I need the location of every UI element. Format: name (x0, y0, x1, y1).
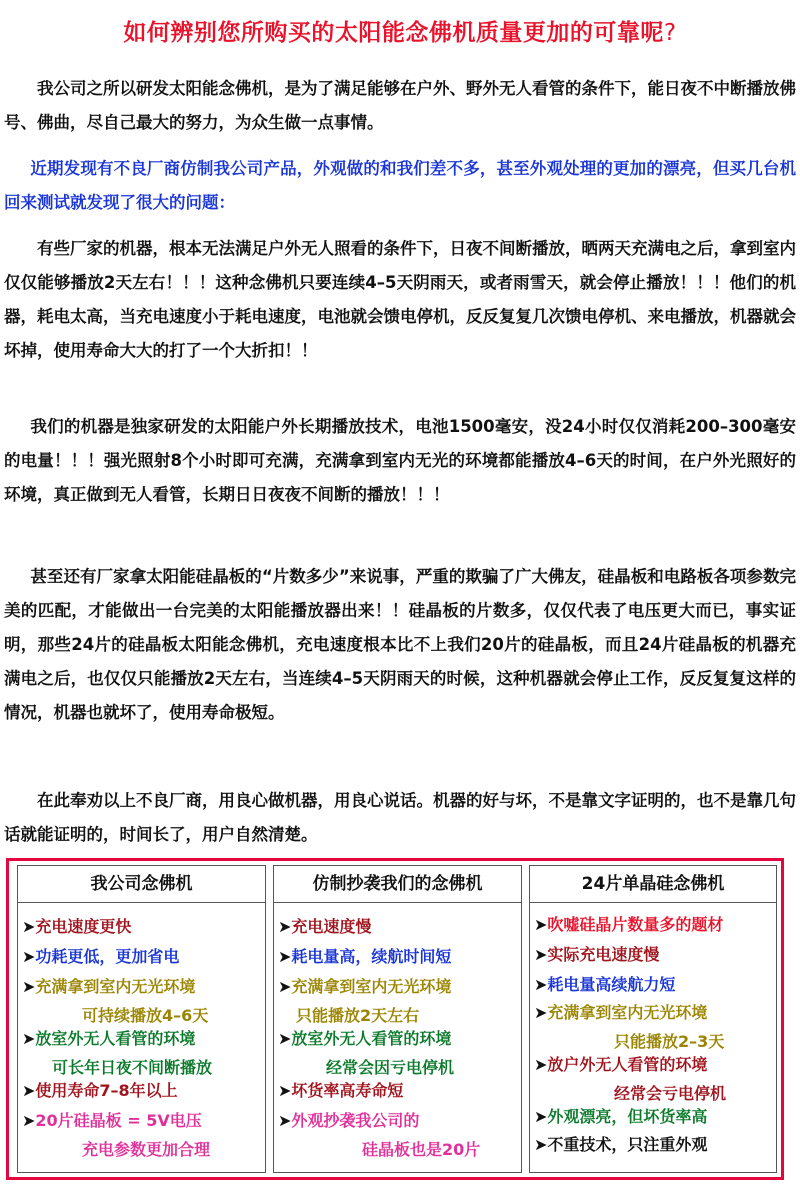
paragraph-advice: 在此奉劝以上不良厂商，用良心做机器，用良心说话。机器的好与坏，不是靠文字证明的，也不是靠几句话就能证明的，时间长了，用户自然清楚。 (4, 791, 796, 844)
title-question-mark: ? (663, 20, 677, 46)
comparison-item (530, 973, 679, 996)
comparison-item (18, 1027, 216, 1079)
comparison-item (530, 943, 663, 966)
comparison-item (530, 1001, 728, 1053)
item-text: 充满拿到室内无光环境 (35, 977, 196, 996)
arrow-bullet-icon: ➤ (278, 1081, 292, 1100)
comparison-item (18, 975, 212, 1027)
comparison-item (18, 945, 183, 968)
arrow-bullet-icon: ➤ (534, 1107, 548, 1126)
item-text: 实际充电速度慢 (547, 945, 660, 964)
arrow-bullet-icon: ➤ (22, 947, 36, 966)
arrow-bullet-icon: ➤ (278, 977, 292, 996)
item-text: 耗电量高续航力短 (547, 975, 676, 994)
item-text: 吹嘘硅晶片数量多的题材 (547, 915, 724, 934)
arrow-bullet-icon: ➤ (534, 1003, 548, 1022)
comparison-item (530, 1133, 711, 1156)
item-continuation: 经常会因亏电停机 (326, 1058, 455, 1077)
arrow-bullet-icon: ➤ (534, 915, 548, 934)
item-text: 放户外无人看管的环境 (547, 1055, 708, 1074)
item-text: 耗电量高，续航时间短 (291, 947, 452, 966)
comparison-column-ours (17, 865, 266, 1173)
item-continuation: 经常会亏电停机 (614, 1084, 727, 1103)
item-continuation: 可长年日夜不间断播放 (52, 1058, 213, 1077)
item-text: 充满拿到室内无光环境 (291, 977, 452, 996)
arrow-bullet-icon: ➤ (534, 975, 548, 994)
arrow-bullet-icon: ➤ (22, 1111, 36, 1130)
item-continuation: 可持续播放4–6天 (82, 1006, 209, 1025)
comparison-item (530, 1053, 730, 1105)
item-text: 充满拿到室内无光环境 (547, 1003, 708, 1022)
comparison-column-copycat (273, 865, 522, 1173)
arrow-bullet-icon: ➤ (278, 947, 292, 966)
item-text: 20片硅晶板 = 5V电压 (35, 1111, 202, 1130)
item-text: 使用寿命7–8年以上 (35, 1081, 178, 1100)
item-text: 外观漂亮，但坏货率高 (547, 1107, 708, 1126)
arrow-bullet-icon: ➤ (22, 917, 36, 936)
comparison-item (274, 945, 455, 968)
arrow-bullet-icon: ➤ (534, 945, 548, 964)
item-text: 外观抄袭我公司的 (291, 1111, 420, 1130)
item-continuation: 只能播放2–3天 (614, 1032, 725, 1051)
page-title (0, 14, 800, 47)
comparison-item (530, 913, 727, 936)
comparison-item (274, 1079, 407, 1102)
column-header: 仿制抄袭我们的念佛机 (274, 866, 521, 903)
item-text: 功耗更低，更加省电 (35, 947, 180, 966)
item-continuation: 硅晶板也是20片 (362, 1140, 481, 1159)
paragraph-our-machine: 我们的机器是独家研发的太阳能户外长期播放技术，电池1500毫安，没24小时仅仅消耗200–300毫安的电量！！！强光照射8个小时即可充满，充满拿到室内无光的环境都能播放4–6天的时间，在户外光照好的环境，真正做到无人看管，长期日日夜夜不间断的播放！！！ (4, 417, 796, 504)
comparison-column-24-panel (529, 865, 777, 1173)
column-header: 24片单晶硅念佛机 (530, 866, 776, 903)
arrow-bullet-icon: ➤ (534, 1135, 548, 1154)
item-continuation: 只能播放2天左右 (296, 1006, 420, 1025)
title-text: 如何辨别您所购买的太阳能念佛机质量更加的可靠呢 (123, 20, 664, 46)
paragraph-intro: 我公司之所以研发太阳能念佛机，是为了满足能够在户外、野外无人看管的条件下，能日夜不中断播放佛号、佛曲，尽自己最大的努力，为众生做一点事情。 (4, 79, 796, 132)
item-text: 不重技术，只注重外观 (547, 1135, 708, 1154)
item-text: 充电速度慢 (291, 917, 372, 936)
comparison-item (274, 1027, 458, 1079)
paragraph-panel-count: 甚至还有厂家拿太阳能硅晶板的“片数多少”来说事，严重的欺骗了广大佛友，硅晶板和电路板各项参数完美的匹配，才能做出一台完美的太阳能播放器出来！！硅晶板的片数多，仅仅代表了电压更大而已，事实证明，那些24片的硅晶板太阳能念佛机，充电速度根本比不上我们20片的硅晶板，而且24片硅晶板的机器充满电之后，也仅仅只能播放2天左右，当连续4–5天阴雨天的时候，这种机器就会停止工作，反反复复这样的情况，机器也就坏了，使用寿命极短。 (4, 567, 796, 722)
arrow-bullet-icon: ➤ (22, 1081, 36, 1100)
item-text: 坏货率高寿命短 (291, 1081, 404, 1100)
arrow-bullet-icon: ➤ (534, 1055, 548, 1074)
comparison-item (274, 915, 375, 938)
arrow-bullet-icon: ➤ (278, 1029, 292, 1048)
comparison-item (18, 915, 135, 938)
arrow-bullet-icon: ➤ (22, 1029, 36, 1048)
comparison-item (274, 1109, 484, 1161)
item-text: 充电速度更快 (35, 917, 132, 936)
paragraph-warning: 近期发现有不良厂商仿制我公司产品，外观做的和我们差不多，甚至外观处理的更加的漂亮，但买几台机回来测试就发现了很大的问题： (4, 159, 796, 212)
comparison-item (274, 975, 455, 1027)
comparison-item (530, 1105, 711, 1128)
item-continuation: 充电参数更加合理 (82, 1140, 211, 1159)
arrow-bullet-icon: ➤ (278, 917, 292, 936)
arrow-bullet-icon: ➤ (278, 1111, 292, 1130)
item-text: 放室外无人看管的环境 (35, 1029, 196, 1048)
comparison-table (6, 858, 784, 1180)
comparison-item (18, 1109, 214, 1161)
arrow-bullet-icon: ➤ (22, 977, 36, 996)
item-text: 放室外无人看管的环境 (291, 1029, 452, 1048)
column-header: 我公司念佛机 (18, 866, 265, 903)
comparison-item (18, 1079, 182, 1102)
paragraph-competitors: 有些厂家的机器，根本无法满足户外无人照看的条件下，日夜不间断播放，晒两天充满电之后，拿到室内仅仅能够播放2天左右！！！这种念佛机只要连续4–5天阴雨天，或者雨雪天，就会停止播放！！！他们的机器，耗电太高，当充电速度小于耗电速度，电池就会馈电停机，反反复复几次馈电停机、来电播放，机器就会坏掉，使用寿命大大的打了一个大折扣！！ (4, 239, 796, 360)
